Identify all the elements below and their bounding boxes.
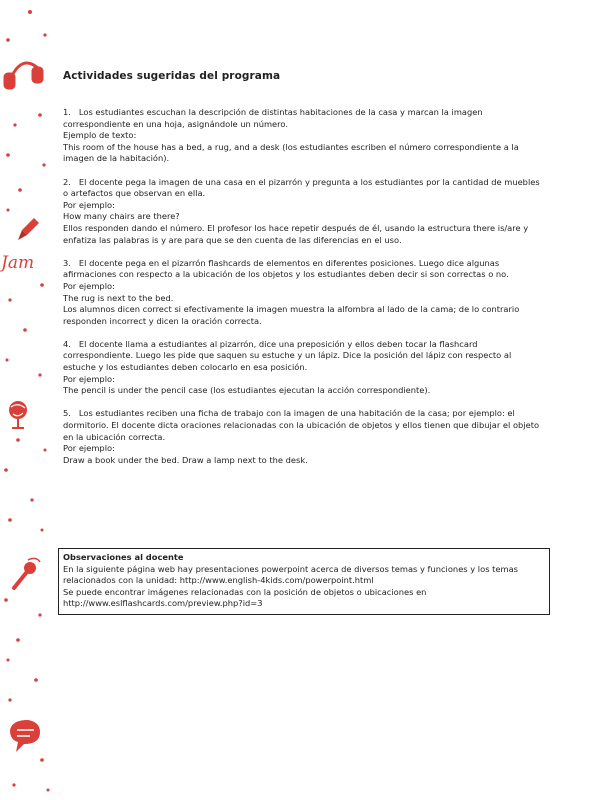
activity-line: Los alumnos dicen correct si efectivamente la imagen muestra la alfombra al lado de la cama; de lo contrario responden incorrect y dicen la oración correcta. <box>63 304 520 326</box>
activity-number: 3. <box>63 257 71 268</box>
activity-number: 5. <box>63 408 71 419</box>
activity-item <box>63 258 543 328</box>
activity-line: Ellos responden dando el número. El profesor los hace repetir después de él, usando la estructura there is/are y enfatiza las palabras is y are para que se den cuenta de las diferencias en el uso. <box>63 222 529 245</box>
observations-title: Observaciones al docente <box>63 552 184 562</box>
activity-line: Por ejemplo: <box>63 280 115 291</box>
activity-line: Por ejemplo: <box>63 199 115 210</box>
headphones-icon <box>5 63 42 88</box>
activity-item <box>63 107 543 165</box>
activity-description <box>63 408 543 443</box>
activity-item <box>63 177 543 247</box>
activity-line: Draw a book under the bed. Draw a lamp next to the desk. <box>63 454 308 465</box>
globe-icon <box>9 401 27 428</box>
sidebar-decoration <box>0 0 60 800</box>
activity-number: 1. <box>63 107 71 117</box>
activity-description <box>63 339 543 374</box>
activity-text: El docente llama a estudiantes al pizarrón, dice una preposición y ellos deben tocar la flashcard correspondiente. Luego les pide que saquen su estuche y un lápiz. Dice la posición del lápiz con respecto al estuche y los estudiantes deben colocarlo en esa posición. <box>63 338 512 373</box>
activity-line: How many chairs are there? <box>63 211 180 222</box>
activity-description <box>63 177 543 200</box>
activity-line: Por ejemplo: <box>63 443 115 454</box>
activity-text: Los estudiantes reciben una ficha de trabajo con la imagen de una habitación de la casa; por ejemplo: el dormitorio. El docente dicta oraciones relacionadas con la ubicación de objetos y ellos tienen que dibujar el objeto en la ubicación correcta. <box>63 408 540 442</box>
teacher-observations-box <box>58 548 550 615</box>
activity-line: The pencil is under the pencil case (los estudiantes ejecutan la acción correspondiente). <box>63 385 431 396</box>
activity-text: El docente pega la imagen de una casa en el pizarrón y pregunta a los estudiantes por la cantidad de muebles o artefactos que observan en ella. <box>63 176 540 199</box>
activity-text: El docente pega en el pizarrón flashcards de elementos en diferentes posiciones. Luego dice algunas afirmaciones con respecto a la ubicación de los objetos y los estudiantes deben decir si son correctas o no. <box>63 257 509 280</box>
activity-line: This room of the house has a bed, a rug, and a desk (los estudiantes escriben el número correspondiente a la imagen de la habitación). <box>63 141 519 164</box>
activity-line: Por ejemplo: <box>63 373 115 384</box>
activity-line: The rug is next to the bed. <box>63 292 174 303</box>
activities-list <box>63 107 543 466</box>
activity-item <box>63 408 543 466</box>
doodle-word: Jam <box>1 253 35 273</box>
microphone-icon <box>14 558 40 588</box>
activity-description <box>63 107 543 130</box>
activity-number: 4. <box>63 338 71 349</box>
activity-text: Los estudiantes escuchan la descripción de distintas habitaciones de la casa y marcan la imagen correspondiente en una hoja, asignándole un número. <box>63 107 483 129</box>
page-title: Actividades sugeridas del programa <box>63 70 281 82</box>
pencil-icon <box>18 218 39 240</box>
activity-item <box>63 339 543 397</box>
activity-line: Ejemplo de texto: <box>63 130 137 141</box>
speech-bubble-icon <box>10 720 40 752</box>
main-content <box>63 70 543 478</box>
observations-line: Se puede encontrar imágenes relacionadas con la posición de objetos o ubicaciones en http://www.eslflashcards.com/preview.php?id=3 <box>63 586 427 609</box>
observations-line: En la siguiente página web hay presentaciones powerpoint acerca de diversos temas y funciones y los temas relacionados con la unidad: http://www.english-4kids.com/powerpoint.html <box>63 563 518 586</box>
activity-number: 2. <box>63 176 71 187</box>
activity-description <box>63 258 543 281</box>
